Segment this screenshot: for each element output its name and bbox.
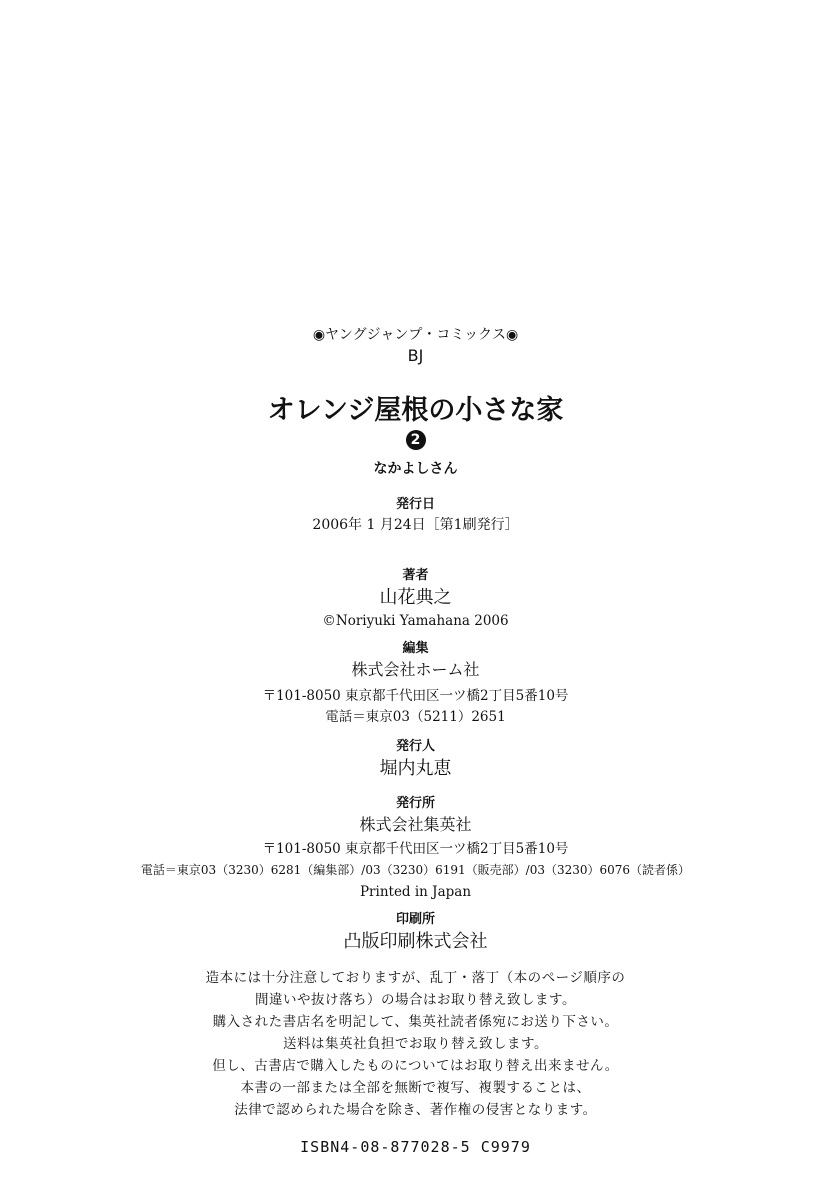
publication-date-value: 2006年 1 月24日［第1刷発行］ (312, 517, 519, 533)
notice-line: 本書の一部または全部を無断で複写、複製することは、 (240, 1080, 591, 1096)
editor-company: 株式会社ホーム社 (351, 660, 480, 679)
publication-date-label: 発行日 (395, 497, 435, 512)
notice-line: 法律で認められた場合を除き、著作権の侵害となります。 (234, 1102, 597, 1118)
printer-label: 印刷所 (395, 912, 435, 927)
imprint-label: BJ (407, 346, 424, 365)
publisher-phone: 電話＝東京03（3230）6281（編集部）/03（3230）6191（販売部）/03（3230）6076（読者係） (140, 863, 691, 877)
editor-label: 編集 (402, 641, 429, 656)
printer-company: 凸版印刷株式会社 (343, 931, 488, 952)
series-label: ◉ヤングジャンプ・コミックス◉ (312, 327, 519, 343)
publisher-address: 〒101-8050 東京都千代田区一ツ橋2丁目5番10号 (262, 841, 569, 857)
author-label: 著者 (402, 568, 429, 583)
publisher-company: 株式会社集英社 (359, 815, 472, 834)
book-subtitle: なかよしさん (373, 461, 458, 477)
publisher-person-label: 発行人 (395, 739, 435, 754)
copyright-line: ©Noriyuki Yamahana 2006 (322, 613, 509, 629)
notice-line: 間違いや抜け落ち）の場合はお取り替え致します。 (255, 992, 576, 1008)
notice-line: 購入された書店名を明記して、集英社読者係宛にお送り下さい。 (212, 1014, 619, 1030)
volume-number: 2 (406, 430, 426, 450)
isbn: ISBN4-08-877028-5 C9979 (300, 1138, 531, 1156)
notice-line: 但し、古書店で購入したものについてはお取り替え出来ません。 (212, 1058, 619, 1074)
notice-line: 送料は集英社負担でお取り替え致します。 (283, 1036, 548, 1052)
notice-line: 造本には十分注意しておりますが、乱丁・落丁（本のページ順序の (205, 970, 626, 986)
book-title: オレンジ屋根の小さな家 (267, 395, 564, 426)
editor-phone: 電話＝東京03（5211）2651 (325, 709, 506, 725)
publisher-person-name: 堀内丸恵 (379, 758, 452, 779)
printed-in-japan: Printed in Japan (359, 884, 472, 900)
volume-badge (0, 430, 831, 450)
editor-address: 〒101-8050 東京都千代田区一ツ橋2丁目5番10号 (262, 688, 569, 704)
author-name: 山花典之 (379, 587, 452, 608)
publisher-label: 発行所 (395, 796, 435, 811)
